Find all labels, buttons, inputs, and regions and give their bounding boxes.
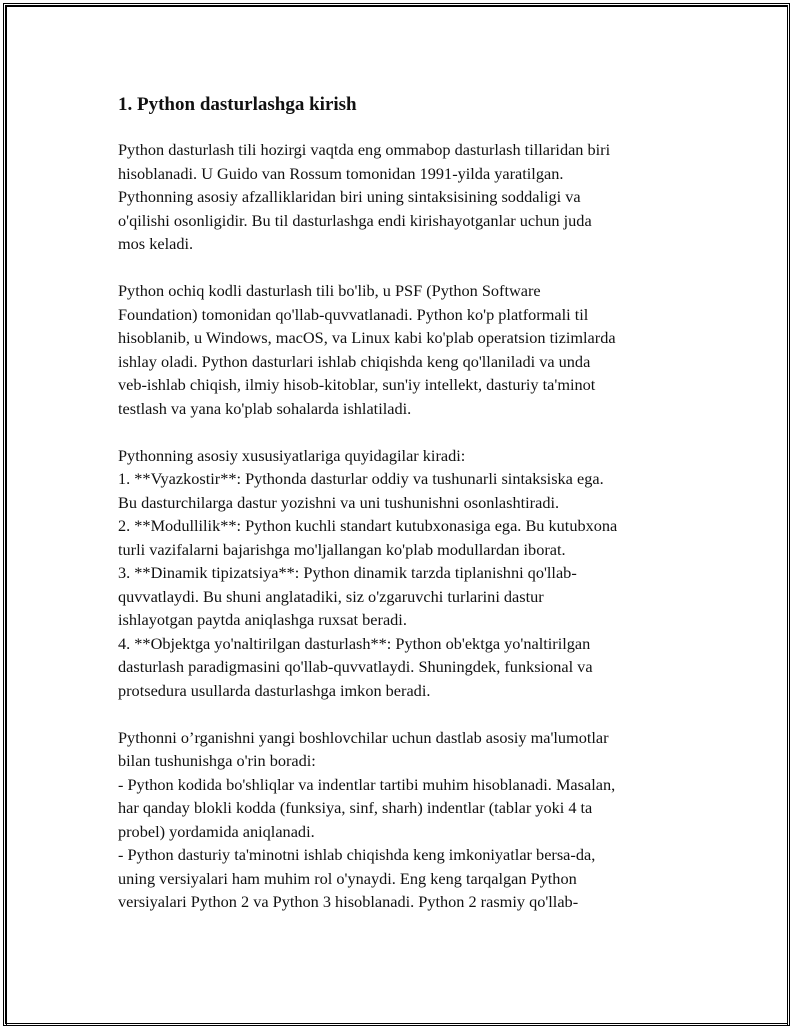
text-line: versiyalari Python 2 va Python 3 hisoblanadi. Python 2 rasmiy qo'llab- (118, 892, 579, 911)
text-line: mos keladi. (118, 234, 194, 253)
text-line: Pythonning asosiy xususiyatlariga quyidagilar kiradi: (118, 445, 466, 465)
text-line: - Python dasturiy ta'minotni ishlab chiqishda keng imkoniyatlar bersa-da, (118, 845, 596, 864)
text-line: bilan tushunishga o'rin boradi: (118, 751, 316, 770)
paragraph-open-source (118, 279, 684, 420)
text-line: testlash va yana ko'plab sohalarda ishlatiladi. (118, 398, 412, 418)
text-line: protsedura usullarda dasturlashga imkon beradi. (118, 680, 431, 700)
text-line: har qanday blokli kodda (funksiya, sinf, sharh) indentlar (tablar yoki 4 ta (118, 798, 593, 817)
text-line: quvvatlaydi. Bu shuni anglatadiki, siz o'zgaruvchi turlarini dastur (118, 586, 544, 606)
paragraph-introduction (118, 138, 684, 256)
text-line: ishlayotgan paytda aniqlashga ruxsat beradi. (118, 610, 407, 629)
paragraph-features-list (118, 444, 684, 703)
text-line: veb-ishlab chiqish, ilmiy hisob-kitoblar, sun'iy intellekt, dasturiy ta'minot (118, 375, 596, 394)
text-line: hisoblanadi. U Guido van Rossum tomonidan 1991-yilda yaratilgan. (118, 163, 564, 183)
text-line: Bu dasturchilarga dastur yozishni va uni tushunishni osonlashtiradi. (118, 492, 560, 512)
text-line: Python dasturlash tili hozirgi vaqtda eng ommabop dasturlash tillaridan biri (118, 140, 611, 159)
text-line: o'qilishi osonligidir. Bu til dasturlashga endi kirishayotganlar uchun juda (118, 210, 592, 230)
text-line: probel) yordamida aniqlanadi. (118, 821, 315, 841)
text-line: turli vazifalarni bajarishga mo'ljallangan ko'plab modullardan iborat. (118, 539, 566, 559)
text-line: 4. **Objektga yo'naltirilgan dasturlash**: Python ob'ektga yo'naltirilgan (118, 633, 591, 653)
text-line: hisoblanib, u Windows, macOS, va Linux kabi ko'plab operatsion tizimlarda (118, 328, 616, 347)
text-line: - Python kodida bo'shliqlar va indentlar tartibi muhim hisoblanadi. Masalan, (118, 774, 616, 794)
text-line: dasturlash paradigmasini qo'llab-quvvatlaydi. Shuningdek, funksional va (118, 657, 593, 676)
text-line: 2. **Modullilik**: Python kuchli standart kutubxonasiga ega. Bu kutubxona (118, 516, 618, 535)
text-line: Foundation) tomonidan qo'llab-quvvatlanadi. Python ko'p platformali til (118, 304, 589, 324)
section-heading: 1. Python dasturlashga kirish (118, 94, 357, 115)
text-line: Pythonni o’rganishni yangi boshlovchilar uchun dastlab asosiy ma'lumotlar (118, 727, 609, 747)
text-line: Pythonning asosiy afzalliklaridan biri uning sintaksisining soddaligi va (118, 187, 581, 206)
text-line: uning versiyalari ham muhim rol o'ynaydi. Eng keng tarqalgan Python (118, 868, 577, 888)
text-line: 1. **Vyazkostir**: Pythonda dasturlar oddiy va tushunarli sintaksiska ega. (118, 469, 604, 488)
text-line: 3. **Dinamik tipizatsiya**: Python dinamik tarzda tiplanishni qo'llab- (118, 563, 577, 582)
text-line: Python ochiq kodli dasturlash tili bo'lib, u PSF (Python Software (118, 281, 541, 300)
paragraph-beginners (118, 726, 684, 914)
document-body (118, 92, 684, 937)
text-line: ishlay oladi. Python dasturlari ishlab chiqishda keng qo'llaniladi va unda (118, 351, 591, 371)
